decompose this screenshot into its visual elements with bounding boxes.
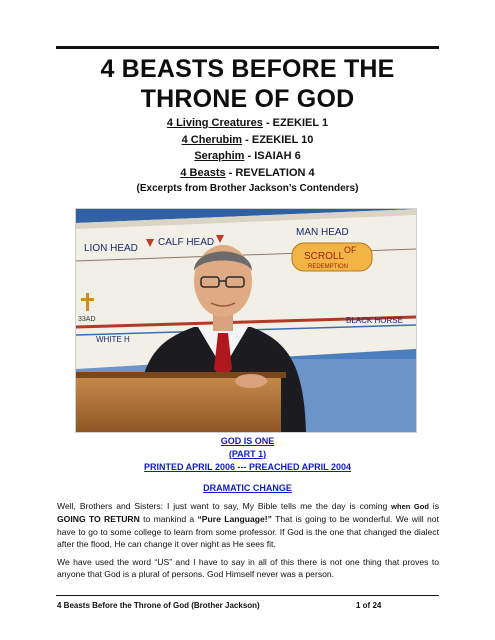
heading-dramatic-change: DRAMATIC CHANGE <box>203 483 292 493</box>
subtitle-block <box>40 115 455 198</box>
part-label: (PART 1) <box>228 449 267 459</box>
chart-label-scroll: SCROLL <box>304 251 345 262</box>
paragraph-1: Well, Brothers and Sisters: I just want to say, My Bible tells me the day is coming when God is GOING TO RETURN to mankind a “Pure Language!” That is going to be wonderful. We will not have to go to some college to learn from some professor. If God is the one that changed the dialect after the flood, He can change it over night as He sees fit. <box>57 501 440 550</box>
cross-icon <box>86 293 89 311</box>
preacher-photo <box>75 208 417 433</box>
photo-illustration <box>76 209 416 432</box>
footer-title: 4 Beasts Before the Throne of God (Brother Jackson) <box>57 601 260 610</box>
chart-label-year: 33AD <box>78 316 96 323</box>
page-number: 1 of 24 <box>356 601 382 610</box>
chart-label-redemption: REDEMPTION <box>308 264 349 270</box>
subtitle-seraphim: Seraphim - ISAIAH 6 <box>194 150 301 162</box>
title-line-2: THRONE OF GOD <box>140 85 355 113</box>
chart-label-of: OF <box>344 245 357 255</box>
chart-label-calf: CALF HEAD <box>158 237 215 248</box>
chart-label-black: BLACK HORSE <box>346 316 403 325</box>
chart-label-white: WHITE H <box>96 335 130 344</box>
subtitle-cherubim: 4 Cherubim - EZEKIEL 10 <box>181 133 314 146</box>
footer-rule <box>56 595 439 596</box>
top-rule <box>56 46 439 49</box>
subtitle-living-creatures: 4 Living Creatures - EZEKIEL 1 <box>166 117 329 129</box>
section-title: GOD IS ONE <box>220 436 275 446</box>
hand <box>235 374 267 388</box>
paragraph-2: We have used the word “US” and I have to say in all of this there is not one thing that proves to anyone that God is a plural of persons. God Himself never was a person. <box>57 557 439 580</box>
subtitle-beasts: 4 Beasts - REVELATION 4 <box>180 166 315 179</box>
excerpt-note: (Excerpts from Brother Jackson’s Contenders) <box>136 183 359 194</box>
printed-preached-line: PRINTED APRIL 2006 --- PREACHED APRIL 2004 <box>143 462 352 472</box>
title-line-1: 4 BEASTS BEFORE THE <box>100 55 395 83</box>
chart-label-man: MAN HEAD <box>296 227 349 238</box>
chart-label-lion: LION HEAD <box>84 243 138 254</box>
page-title <box>40 54 455 114</box>
